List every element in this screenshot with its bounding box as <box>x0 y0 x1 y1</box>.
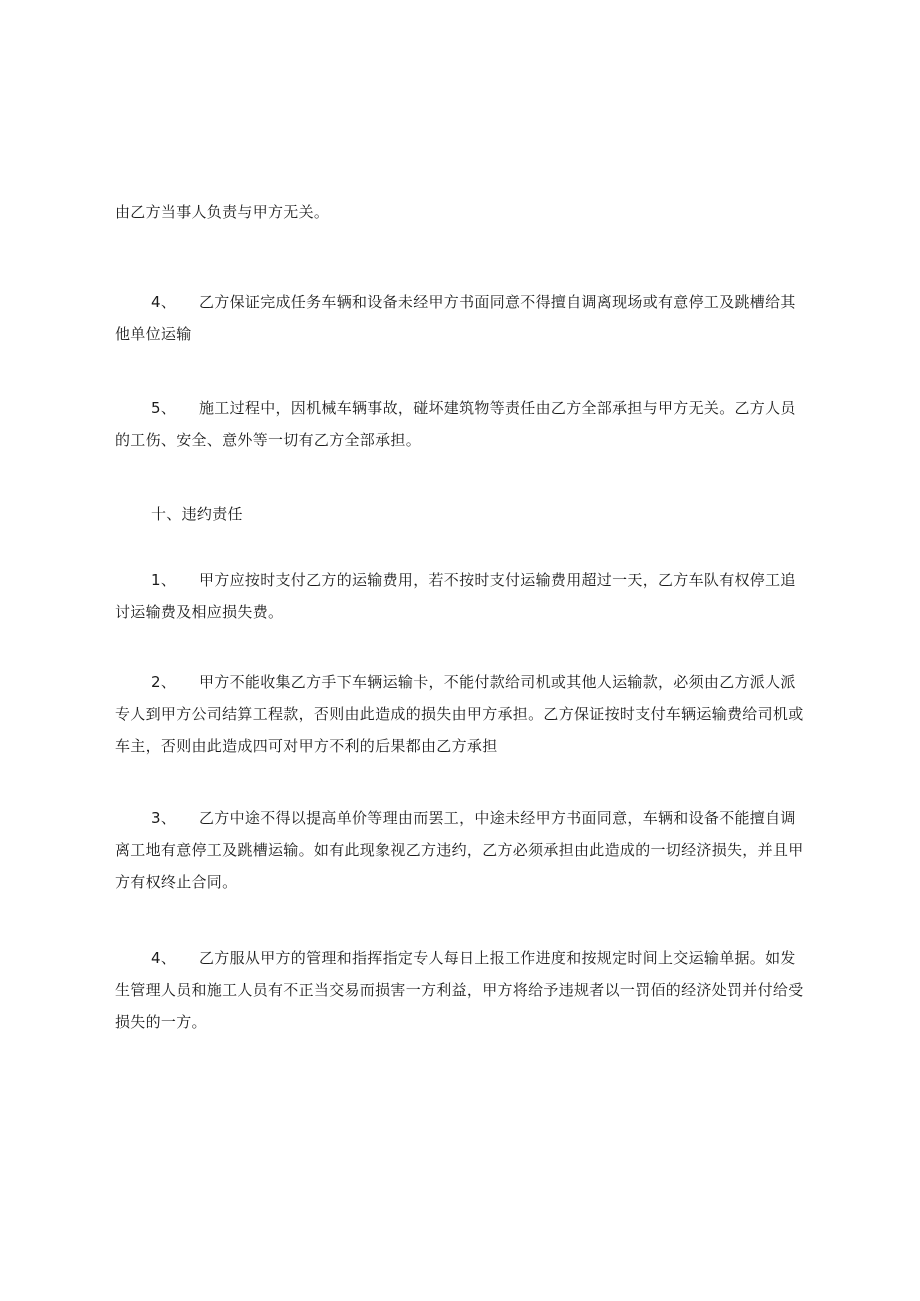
clause-item <box>115 942 807 1038</box>
clause-item <box>115 286 807 350</box>
clause-number: 4、 <box>151 293 177 311</box>
continuation-text: 由乙方当事人负责与甲方无关。 <box>115 203 330 221</box>
clause-number: 2、 <box>151 673 177 691</box>
clause-text: 施工过程中，因机械车辆事故，碰坏建筑物等责任由乙方全部承担与甲方无关。乙方人员的工伤、安全、意外等一切有乙方全部承担。 <box>115 399 796 449</box>
clause-number: 1、 <box>151 571 177 589</box>
section-heading: 十、违约责任 <box>151 505 243 523</box>
clause-text: 乙方中途不得以提高单价等理由而罢工，中途未经甲方书面同意，车辆和设备不能擅自调离工地有意停工及跳槽运输。如有此现象视乙方违约，乙方必须承担由此造成的一切经济损失，并且甲方有权终止合同。 <box>115 809 804 891</box>
clause-text: 乙方保证完成任务车辆和设备未经甲方书面同意不得擅自调离现场或有意停工及跳槽给其他单位运输 <box>115 293 796 343</box>
clause-number: 3、 <box>151 809 177 827</box>
clause-text: 甲方应按时支付乙方的运输费用，若不按时支付运输费用超过一天，乙方车队有权停工追讨运输费及相应损失费。 <box>115 571 796 621</box>
clause-text: 甲方不能收集乙方手下车辆运输卡，不能付款给司机或其他人运输款，必须由乙方派人派专人到甲方公司结算工程款，否则由此造成的损失由甲方承担。乙方保证按时支付车辆运输费给司机或车主，否则由此造成四可对甲方不利的后果都由乙方承担 <box>115 673 804 755</box>
clause-item <box>115 392 807 456</box>
clause-item <box>115 802 807 898</box>
clause-item <box>115 564 807 628</box>
clause-number: 4、 <box>151 949 177 967</box>
clause-item <box>115 666 807 762</box>
clause-text: 乙方服从甲方的管理和指挥指定专人每日上报工作进度和按规定时间上交运输单据。如发生管理人员和施工人员有不正当交易而损害一方利益，甲方将给予违规者以一罚佰的经济处罚并付给受损失的一方。 <box>115 949 804 1031</box>
clause-number: 5、 <box>151 399 177 417</box>
